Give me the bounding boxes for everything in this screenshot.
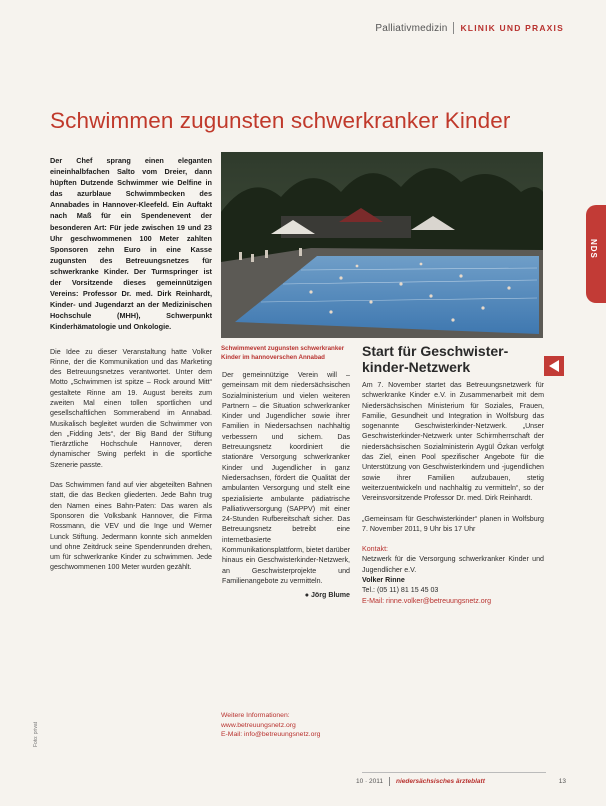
column-2 bbox=[222, 370, 350, 611]
col2-paragraph-1: Der gemeinnützige Verein will – gemeinsam mit dem niedersächsischen Sozialministerium und vielen weiteren Partnern – die Situation schwerkranker Kinder und Jugendlicher sowie ihrer Familien in Niedersachsen nachhaltig verbessern und sichern. Das Betreuungsnetz koordiniert die stationäre Versorgung schwerkranker Kinder und Jugendlicher in ganz Niedersachsen, fördert die Qualität der ambulanten Versorgung und stellt eine spezialisierte ambulante pädiatrische Palliativversorgung (SAPPV) mit einer 24-Stunden Rufbereitschaft sicher. Das Betreuungsnetz betreibt eine internetbasierte Kommunikationsplattform, bietet darüber hinaus ein Geschwisterkinder-Netzwerk, an Geschwisterprojekte und Familienangebote zu vermitteln. bbox=[222, 371, 350, 585]
header-divider bbox=[453, 22, 454, 34]
sidebar-heading: Start für Geschwister-kinder-Netzwerk bbox=[362, 343, 509, 375]
info-box bbox=[221, 711, 351, 740]
article-lead: Der Chef sprang einen eleganten eineinhalbfachen Salto vom Dreier, dann hüpften Dutzende Schwimmer wie Delfine in das azurblaue Schwimmbecken des Annabades in Hannover-Kleefeld. Ein Auftakt nach Maß für ein Spendenevent der besonderen Art: Für jede zwischen 19 und 23 Uhr geschwommenen 100 Meter zahlten Sponsoren zehn Euro in eine Kasse zugunsten des Betreuungsnetzes für schwerkranke Kinder. Der Turmspringer ist der Vorsitzende dieses gemeinnützigen Vereins: Professor Dr. med. Dirk Reinhardt, Kinder- und Jugendarzt an der Medizinischen Hochschule (MHH), Schwerpunkt Kinderhämatologie und Onkologie. bbox=[50, 156, 212, 332]
footer-issue: 10 · 2011 bbox=[356, 777, 383, 785]
sidebar-event: „Gemeinsam für Geschwisterkinder“ planen in Wolfsburg 7. November 2011, 9 Uhr bis 17 Uhr bbox=[362, 514, 544, 533]
arrow-left-icon bbox=[544, 356, 564, 376]
info-website-link[interactable]: www.betreuungsnetz.org bbox=[221, 721, 296, 729]
swimming-pool-photo bbox=[221, 152, 543, 338]
page-number: 13 bbox=[558, 777, 566, 785]
pool-photo-illustration bbox=[221, 152, 543, 338]
page-header bbox=[375, 22, 564, 34]
column-3-sidebar bbox=[362, 380, 544, 606]
contact-organisation: Netzwerk für die Versorgung schwerkranker Kinder und Jugendlicher e.V. bbox=[362, 555, 544, 574]
column-1 bbox=[50, 155, 212, 583]
footer-divider bbox=[389, 777, 390, 786]
info-label: Weitere Informationen: bbox=[221, 712, 290, 719]
header-subsection: KLINIK UND PRAXIS bbox=[460, 23, 564, 33]
contact-email-link[interactable]: E-Mail: rinne.volker@betreuungsnetz.org bbox=[362, 596, 492, 605]
page-footer bbox=[356, 775, 566, 787]
region-tab bbox=[586, 205, 606, 303]
photo-credit: Foto: privat bbox=[33, 722, 39, 748]
col1-paragraph-1: Die Idee zu dieser Veranstaltung hatte Volker Rinne, der die Kommunikation und das Marketing des Betreuungsnetzes verantwortet. Unter dem Motto „Schwimmen ist spitze – Rock around Mitt“ gestaltete Rinne am 19. August bereits zum zweiten Mal einen tollen sportlichen und gesellschaftlichen Sommerabend im Annabad. Musikalisch begleitet wurden die Schwimmer von den „Fidding Jets“, der Big Band der Stiftung Tierärztliche Hochschule Hannover, deren dynamischer Swing perfekt in die sportliche Szenerie passte. bbox=[50, 347, 212, 469]
sidebar-paragraph-1: Am 7. November startet das Betreuungsnetzwerk für schwerkranke Kinder e.V. in Zusammenarbeit mit dem Niedersächsischen Ministerium für Soziales, Frauen, Familie, Gesundheit und Integration in Wolfsburg das sogenannte Geschwisterkinder-Netzwerk. „Unser Geschwisterkinder-Netzwerk unter Schirmherrschaft der niedersächsischen Sozialministerin Aygül Özkan verfolgt das Ziel, einen Pool spezifischer Angebote für die Unterstützung von Geschwisterkindern und -jugendlichen sowie ihrer Familien aufzubauen, stetig weiterzuentwickeln und nachhaltig zu vermitteln“, so der Vereinsvorsitzende Professor Dr. med. Dirk Reinhardt. bbox=[362, 381, 544, 503]
contact-label: Kontakt: bbox=[362, 545, 389, 554]
col1-paragraph-2: Das Schwimmen fand auf vier abgeteilten Bahnen statt, die das Becken gliederten. Jede Bahn trug den Namen eines Bahn-Paten: Das waren als Sponsoren die Volksbank Hannover, die Firma Rossmann, die VEV und die Inge und Werner Lunck Stiftung. Jedermann konnte sich anmelden und ohne Zeitdruck seine Spendenrunden drehen, um für schwerkranke Kinder zu schwimmen. Jede geschwommenen 100 Meter wurden gezählt. bbox=[50, 481, 212, 572]
photo-caption: Schwimmevent zugunsten schwerkranker Kinder im hannoverschen Annabad bbox=[221, 345, 345, 361]
info-email-link[interactable]: E-Mail: info@betreuungsnetz.org bbox=[221, 731, 321, 739]
article-title: Schwimmen zugunsten schwerkranker Kinder bbox=[50, 108, 511, 133]
author-signature: ● Jörg Blume bbox=[304, 591, 350, 600]
contact-name: Volker Rinne bbox=[362, 576, 405, 585]
contact-phone: Tel.: (05 11) 81 15 45 03 bbox=[362, 586, 439, 595]
footer-rule bbox=[362, 772, 546, 773]
header-section: Palliativmedizin bbox=[375, 22, 448, 34]
footer-magazine: niedersächsisches ärzteblatt bbox=[395, 777, 485, 785]
region-tab-label: NDS bbox=[589, 239, 598, 259]
